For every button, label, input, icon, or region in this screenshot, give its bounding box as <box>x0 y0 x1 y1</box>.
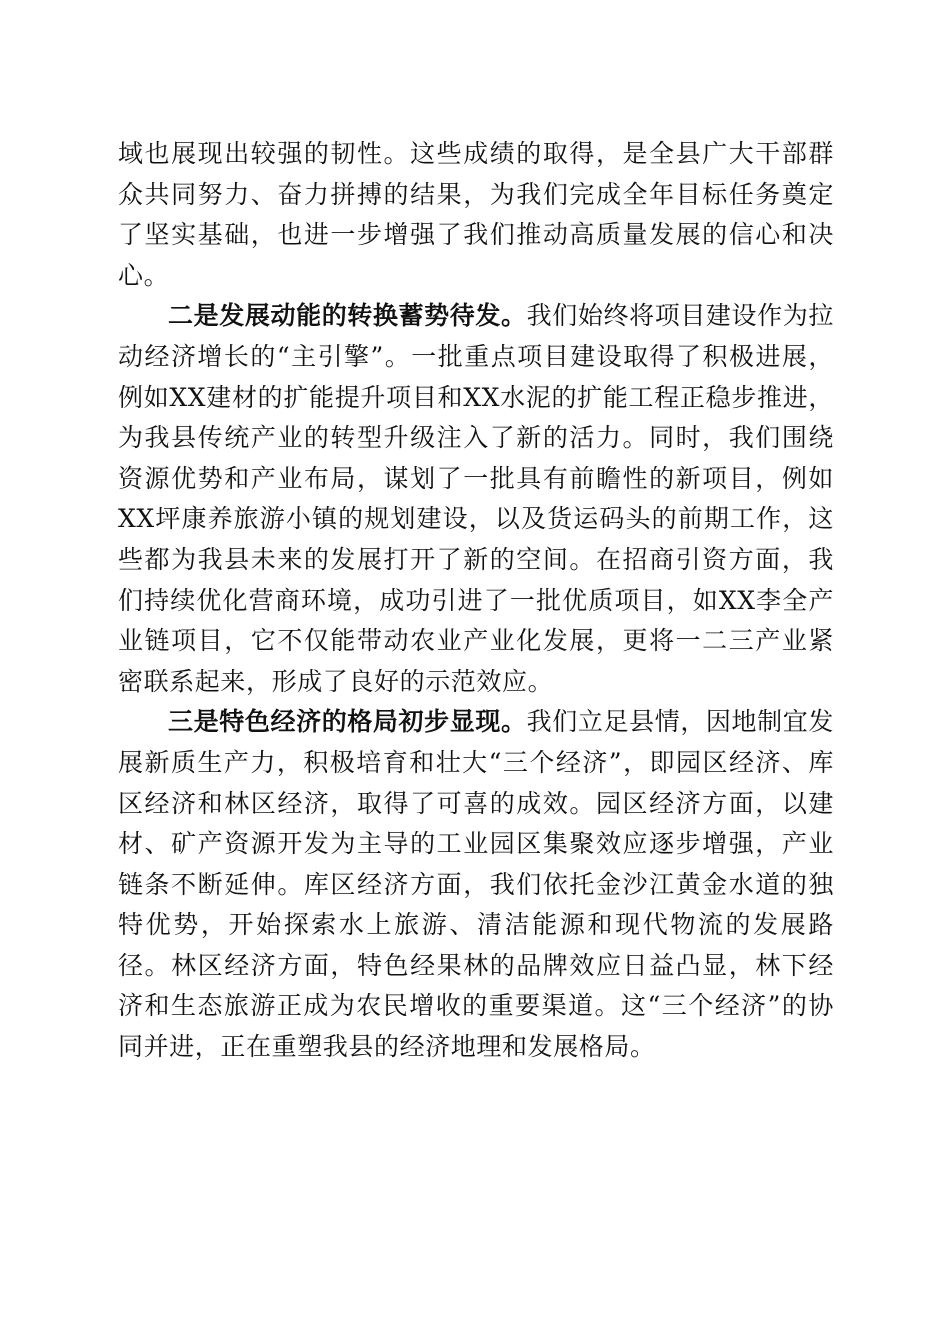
paragraph-featured-economy <box>118 702 834 1067</box>
paragraph-body: 我们始终将项目建设作为拉动经济增长的“主引擎”。一批重点项目建设取得了积极进展，例如XX建材的扩能提升项目和XX水泥的扩能工程正稳步推进，为我县传统产业的转型升级注入了新的活力。同时，我们围绕资源优势和产业布局，谋划了一批具有前瞻性的新项目，例如XX坪康养旅游小镇的规划建设，以及货运码头的前期工作，这些都为我县未来的发展打开了新的空间。在招商引资方面，我们持续优化营商环境，成功引进了一批优质项目，如XX李全产业链项目，它不仅能带动农业产业化发展，更将一二三产业紧密联系起来，形成了良好的示范效应。 <box>118 301 834 696</box>
paragraph-continuation <box>118 134 834 296</box>
document-body <box>118 134 834 1068</box>
paragraph-lead: 三是特色经济的格局初步显现。 <box>168 707 527 737</box>
paragraph-development-momentum <box>118 296 834 702</box>
paragraph-body: 域也展现出较强的韧性。这些成绩的取得，是全县广大干部群众共同努力、奋力拼搏的结果，为我们完成全年目标任务奠定了坚实基础，也进一步增强了我们推动高质量发展的信心和决心。 <box>118 139 834 290</box>
paragraph-body: 我们立足县情，因地制宜发展新质生产力，积极培育和壮大“三个经济”，即园区经济、库区经济和林区经济，取得了可喜的成效。园区经济方面，以建材、矿产资源开发为主导的工业园区集聚效应逐步增强，产业链条不断延伸。库区经济方面，我们依托金沙江黄金水道的独特优势，开始探索水上旅游、清洁能源和现代物流的发展路径。林区经济方面，特色经果林的品牌效应日益凸显，林下经济和生态旅游正成为农民增收的重要渠道。这“三个经济”的协同并进，正在重塑我县的经济地理和发展格局。 <box>118 707 834 1062</box>
paragraph-lead: 二是发展动能的转换蓄势待发。 <box>168 301 527 331</box>
